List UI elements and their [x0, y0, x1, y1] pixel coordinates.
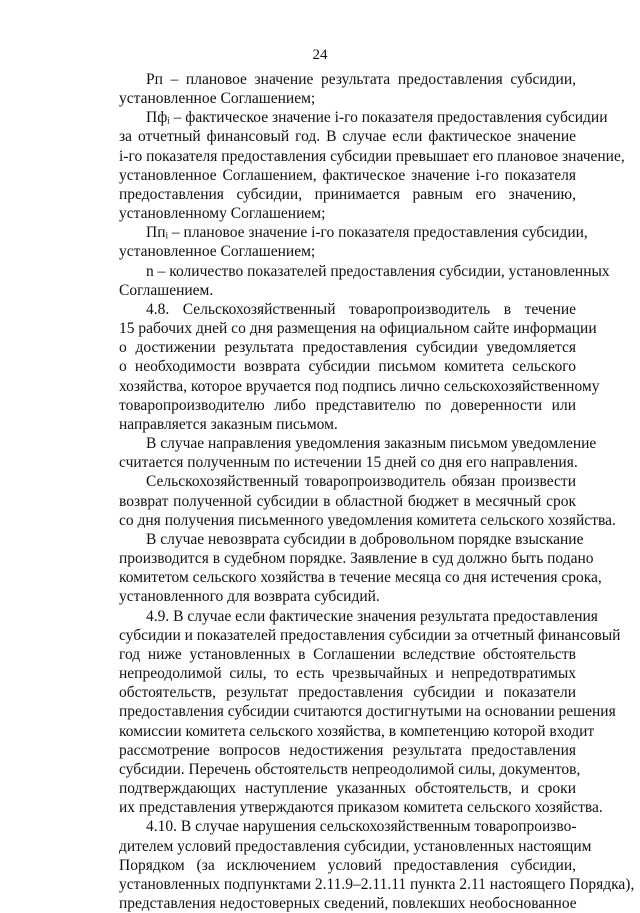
text-line: Соглашением.: [119, 281, 214, 299]
text-line: Сельскохозяйственный товаропроизводитель обязан произвести: [146, 473, 576, 491]
text-line: непреодолимой силы, то есть чрезвычайных и непредотвратимых: [119, 665, 576, 683]
text-line: дителем условий предоставления субсидии, установленных настоящим: [119, 837, 592, 855]
text-line: комитетом сельского хозяйства в течение месяца со дня истечения срока,: [119, 569, 602, 587]
text-line: В случае направления уведомления заказным письмом уведомление: [146, 435, 597, 453]
text-line: считается полученным по истечении 15 дней со дня его направления.: [119, 454, 578, 472]
text-line: обстоятельств, результат предоставления субсидии и показатели: [119, 684, 576, 702]
text-line: рассмотрение вопросов недостижения результата предоставления: [119, 741, 576, 759]
text-line: комиссии комитета сельского хозяйства, в компетенцию которой входит: [119, 722, 595, 740]
text-line: год ниже установленных в Соглашении вследствие обстоятельств: [119, 645, 576, 663]
text-line: установленному Соглашением;: [119, 205, 326, 223]
text-line: установленных подпунктами 2.11.9–2.11.11 пункта 2.11 настоящего Порядка),: [119, 875, 635, 893]
text-line: направляется заказным письмом.: [119, 415, 338, 433]
text-line: i-го показателя предоставления субсидии превышает его плановое значение,: [119, 147, 625, 165]
text-line: предоставления субсидии считаются достигнутыми на основании решения: [119, 703, 616, 721]
text-line: производится в судебном порядке. Заявление в суд должно быть подано: [119, 550, 594, 568]
text-line: установленное Соглашением, фактическое значение i-го показателя: [119, 166, 576, 184]
text-line: возврат полученной субсидии в областной бюджет в месячный срок: [119, 492, 576, 510]
text-line: за отчетный финансовый год. В случае если фактическое значение: [119, 128, 576, 146]
text-line: Рп – плановое значение результата предоставления субсидии,: [146, 71, 576, 88]
text-line: представления недостоверных сведений, повлекших необоснованное: [119, 895, 577, 912]
text-line: установленного для возврата субсидий.: [119, 588, 380, 606]
text-line: со дня получения письменного уведомления комитета сельского хозяйства.: [119, 511, 616, 529]
text-line: подтверждающих наступление указанных обстоятельств, и сроки: [119, 780, 576, 798]
text-line: Порядком (за исключением условий предоставления субсидии,: [119, 856, 576, 874]
text-line: товаропроизводителю либо представителю по доверенности или: [119, 396, 576, 414]
text-line: 15 рабочих дней со дня размещения на официальном сайте информации: [119, 320, 597, 338]
text-line: 4.10. В случае нарушения сельскохозяйственным товаропроизво-: [146, 818, 577, 836]
text-line: субсидии. Перечень обстоятельств непреодолимой силы, документов,: [119, 760, 581, 778]
text-line: их представления утверждаются приказом комитета сельского хозяйства.: [119, 799, 603, 817]
text-line: установленное Соглашением;: [119, 90, 316, 108]
text-line: субсидии и показателей предоставления субсидии за отчетный финансовый: [119, 626, 621, 644]
text-line: Пфᵢ – фактическое значение i-го показателя предоставления субсидии: [146, 109, 608, 127]
text-line: 4.8. Сельскохозяйственный товаропроизводитель в течение: [146, 300, 576, 318]
page-number: 24: [312, 47, 328, 63]
text-line: Ппᵢ – плановое значение i-го показателя предоставления субсидии,: [146, 224, 588, 242]
text-line: установленное Соглашением;: [119, 243, 316, 261]
text-line: о достижении результата предоставления субсидии уведомляется: [119, 339, 576, 357]
text-line: n – количество показателей предоставления субсидии, установленных: [146, 262, 610, 280]
text-line: о необходимости возврата субсидии письмом комитета сельского: [119, 358, 576, 376]
text-line: В случае невозврата субсидии в добровольном порядке взыскание: [146, 530, 584, 548]
text-line: хозяйства, которое вручается под подпись лично сельскохозяйственному: [119, 377, 600, 395]
text-line: предоставления субсидии, принимается равным его значению,: [119, 185, 576, 203]
text-line: 4.9. В случае если фактические значения результата предоставления: [146, 607, 598, 625]
